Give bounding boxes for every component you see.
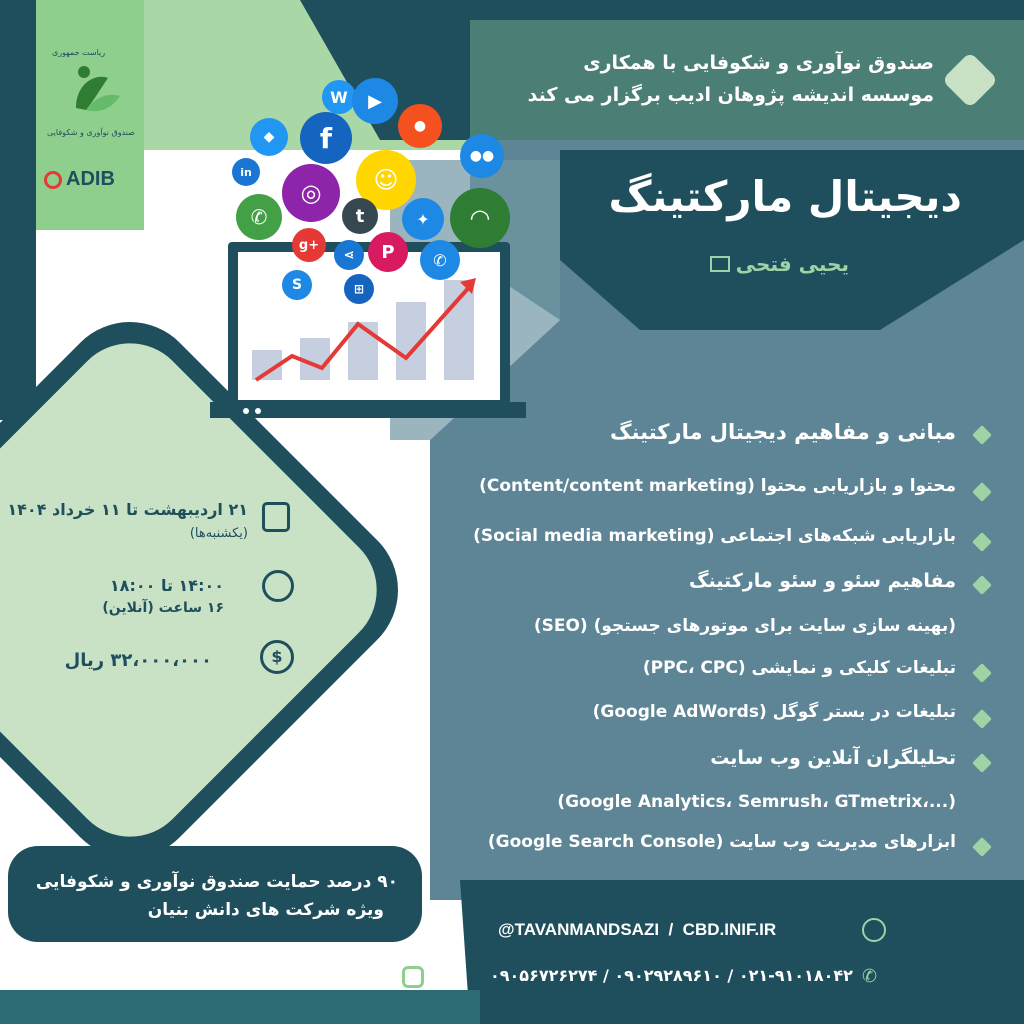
presidency-fund-logo	[46, 48, 136, 148]
topic-item: تبلیغات کلیکی و نمایشی (PPC، CPC)	[642, 658, 956, 678]
topic-item: بازاریابی شبکه‌های اجتماعی (Social media marketing)	[473, 526, 956, 546]
tumblr-icon: t	[342, 198, 378, 234]
skype-icon: S	[282, 270, 312, 300]
organizer-line-1: صندوق نوآوری و شکوفایی با همکاری	[583, 52, 934, 74]
adib-logo	[44, 168, 115, 191]
linkedin-icon: in	[232, 158, 260, 186]
google-plus-icon: g+	[292, 228, 326, 262]
youtube-icon: ▶	[352, 78, 398, 124]
website-link[interactable]: ghazal.inif.ir	[16, 966, 116, 985]
course-time: ۱۴:۰۰ تا ۱۸:۰۰	[109, 576, 224, 595]
instagram-icon: ◎	[282, 164, 340, 222]
pinterest-icon: P	[368, 232, 408, 272]
presentation-icon	[710, 256, 730, 272]
clock-icon	[262, 570, 294, 602]
dropbox-icon: ◆	[250, 118, 288, 156]
topic-item: (...،Google Analytics، Semrush، GTmetrix)	[557, 792, 956, 812]
organizer-line-2: موسسه اندیشه پژوهان ادیب برگزار می کند	[527, 84, 934, 106]
register-label: ثبت‌نام شرکت‌های دانش‌بنیان	[203, 966, 396, 985]
support-line-2: ویژه شرکت های دانش بنیان	[147, 900, 384, 920]
fund-leaf-icon	[46, 48, 136, 138]
snapchat-icon: ☺	[356, 150, 416, 210]
facebook-icon: f	[300, 112, 352, 164]
telegram-icon	[862, 918, 886, 942]
topic-item: (بهینه سازی سایت برای موتورهای جستجو) (SEO)	[533, 616, 956, 636]
social-handle[interactable]: @TAVANMANDSAZI / CBD.INIF.IR	[498, 920, 777, 939]
register-icon	[402, 966, 424, 988]
support-line-1: ۹۰ درصد حمایت صندوق نوآوری و شکوفایی	[35, 872, 398, 892]
course-price: ۳۲،۰۰۰،۰۰۰ ریال	[64, 650, 212, 671]
course-title: دیجیتال مارکتینگ	[608, 172, 962, 221]
topic-item: تبلیغات در بستر گوگل (Google AdWords)	[592, 702, 956, 722]
fund-label: صندوق نوآوری و شکوفایی	[47, 128, 135, 137]
windows-icon: ⊞	[344, 274, 374, 304]
group-icon: ●●	[460, 134, 504, 178]
support-box	[8, 846, 422, 942]
topic-item: تحلیلگران آنلاین وب سایت	[710, 747, 956, 769]
wordpress-icon: W	[322, 80, 356, 114]
whatsapp-icon: ✆	[236, 194, 282, 240]
topic-item: ابزارهای مدیریت وب سایت (Google Search Console)	[487, 832, 956, 852]
phone-numbers[interactable]: ۰۹۰۵۶۷۲۶۲۷۴ / ۰۹۰۲۹۲۸۹۶۱۰ / ۰۲۱-۹۱۰۱۸۰۴۲	[490, 966, 853, 985]
instructor-label: یحیی فتحی	[735, 252, 849, 276]
course-days: (یکشنبه‌ها)	[189, 526, 248, 541]
twitter-icon: ✦	[402, 198, 444, 240]
topic-item: مفاهیم سئو و سئو مارکتینگ	[689, 570, 956, 592]
gear-icon	[44, 171, 62, 189]
presidency-label: ریاست جمهوری	[52, 48, 106, 57]
share-icon: ⋖	[334, 240, 364, 270]
calendar-icon	[262, 502, 290, 532]
reddit-icon: ●	[398, 104, 442, 148]
adib-text: ADIB	[66, 168, 115, 190]
topic-item: مبانی و مفاهیم دیجیتال مارکتینگ	[610, 420, 956, 444]
wifi-icon: ◠	[450, 188, 510, 248]
course-date: ۲۱ اردیبهشت تا ۱۱ خرداد ۱۴۰۴	[7, 500, 248, 519]
course-duration: ۱۶ ساعت (آنلاین)	[102, 600, 224, 616]
topic-item: محتوا و بازاریابی محتوا (Content/content marketing)	[479, 476, 956, 496]
instructor-name	[710, 252, 849, 276]
phone-call-icon: ✆	[862, 966, 878, 987]
phone-icon: ✆	[420, 240, 460, 280]
dollar-icon: $	[260, 640, 294, 674]
